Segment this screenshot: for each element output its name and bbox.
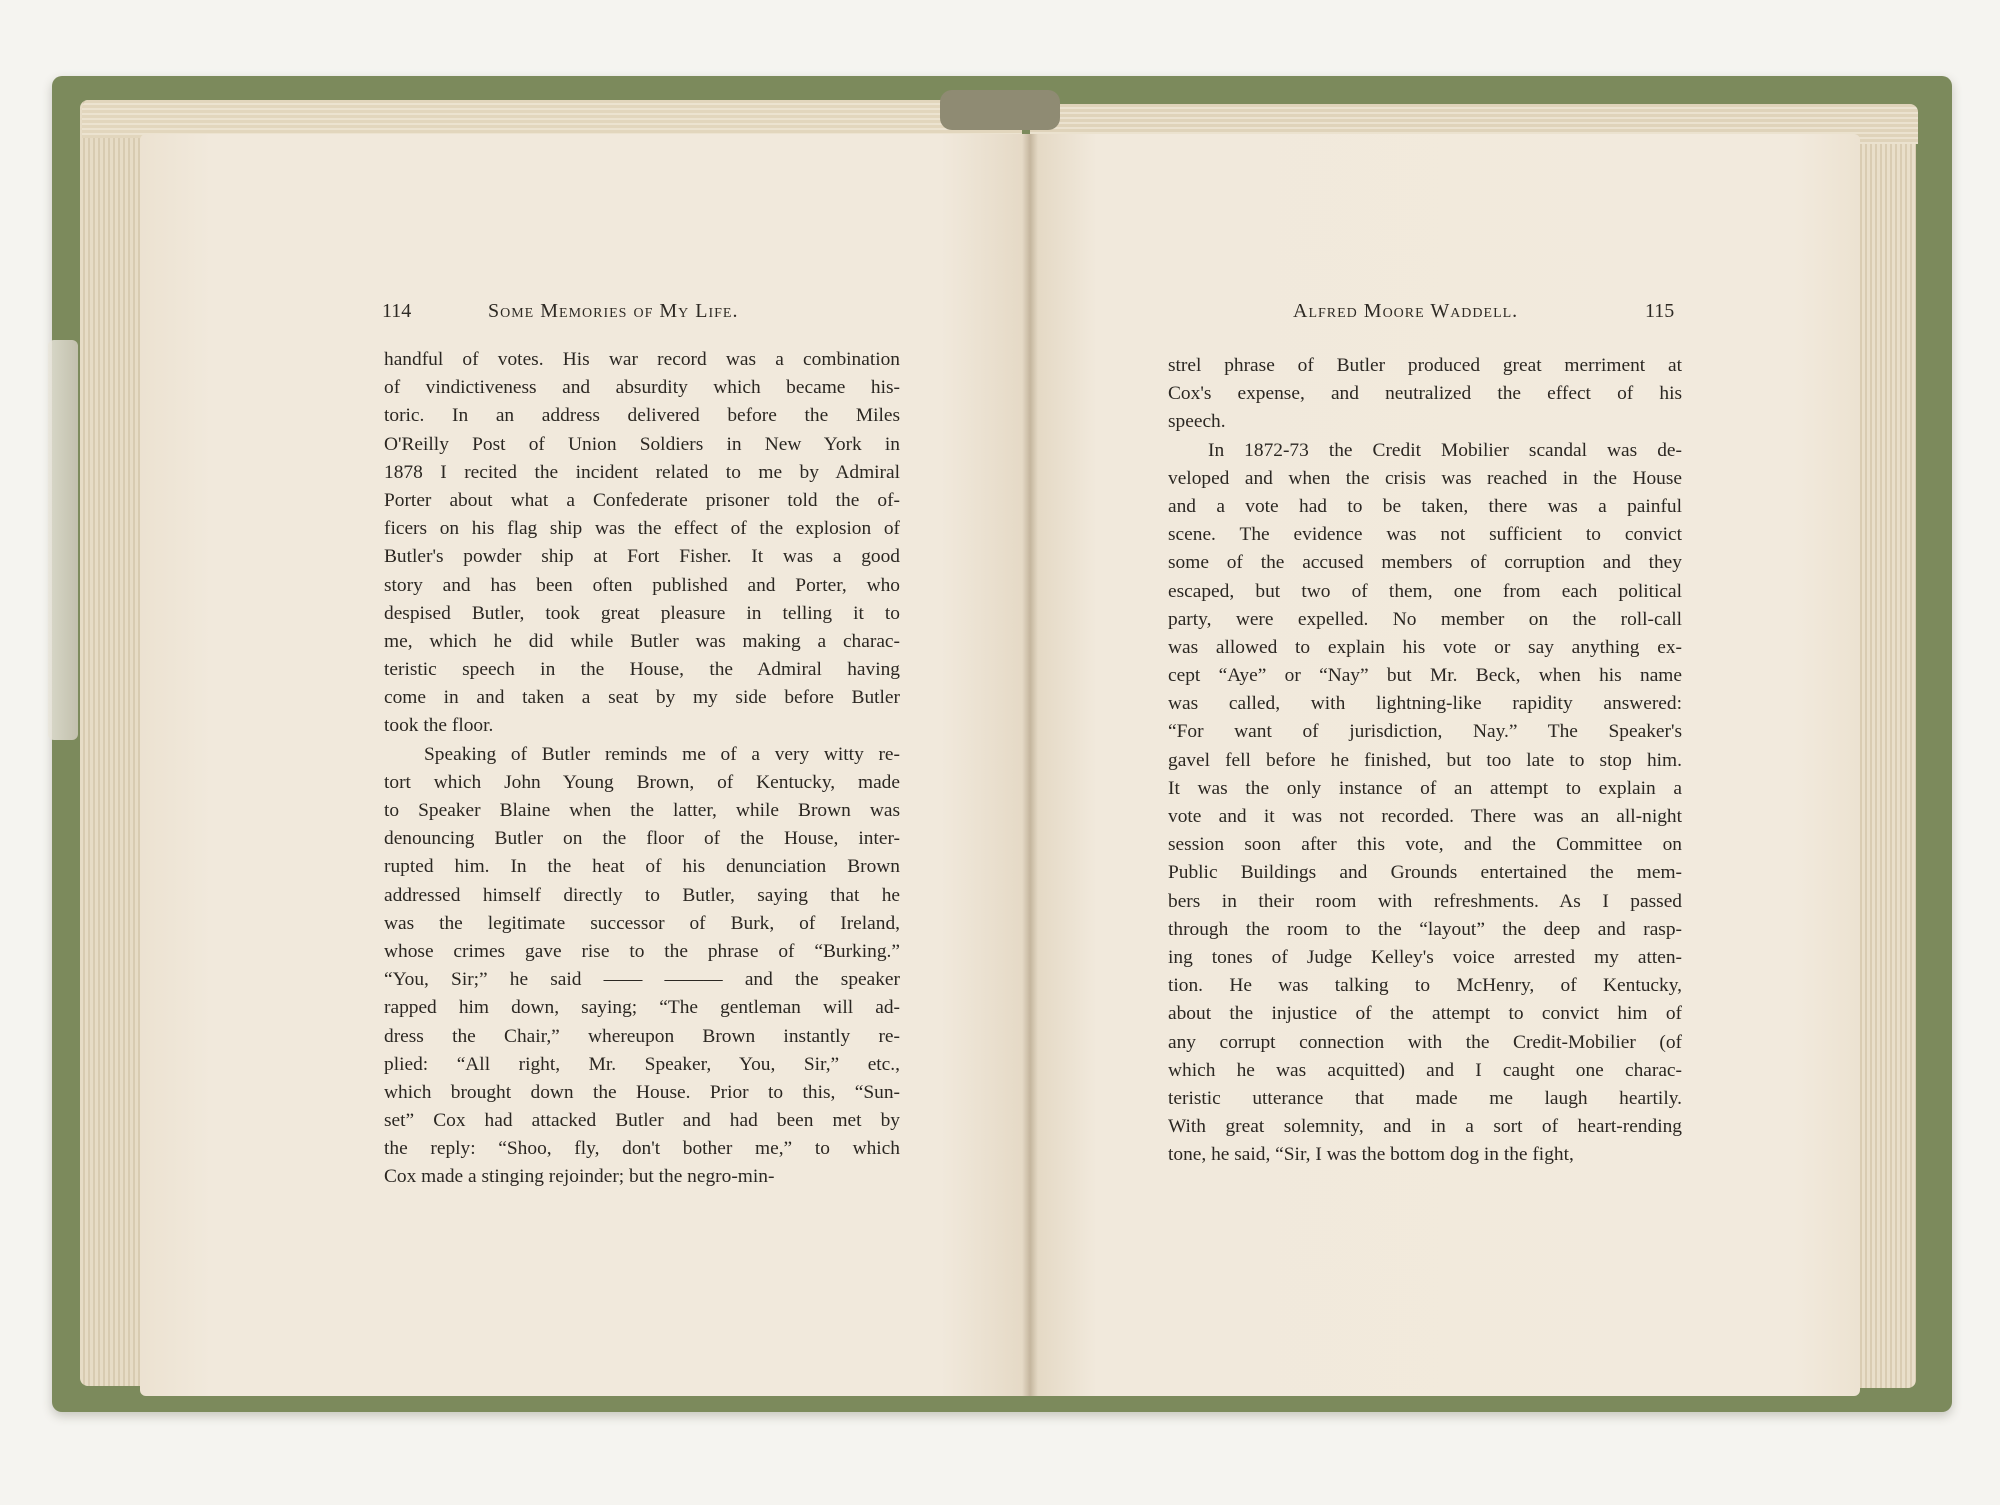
text-line: bers in their room with refreshments. As I passed: [1168, 890, 1682, 912]
text-line: ing tones of Judge Kelley's voice arrested my atten-: [1168, 946, 1682, 968]
text-line: of vindictiveness and absurdity which became his-: [384, 377, 900, 399]
left-running-head-text: Some Memories of My Life.: [488, 300, 739, 322]
text-line: Speaking of Butler reminds me of a very witty re-: [424, 743, 900, 765]
text-line: some of the accused members of corruption and they: [1168, 552, 1682, 574]
text-line: cept “Aye” or “Nay” but Mr. Beck, when his name: [1168, 665, 1682, 687]
text-line: which brought down the House. Prior to this, “Sun-: [384, 1081, 900, 1103]
text-line: dress the Chair,” whereupon Brown instantly re-: [384, 1025, 900, 1047]
text-line: the reply: “Shoo, fly, don't bother me,” to which: [384, 1138, 900, 1160]
text-line: to Speaker Blaine when the latter, while Brown was: [384, 800, 900, 821]
text-line: With great solemnity, and in a sort of heart-rending: [1168, 1116, 1682, 1138]
text-line: took the floor.: [384, 715, 494, 737]
text-line: It was the only instance of an attempt to explain a: [1168, 777, 1682, 799]
right-folio: 115: [1645, 300, 1675, 322]
text-line: strel phrase of Butler produced great merriment at: [1168, 355, 1682, 376]
text-line: denouncing Butler on the floor of the House, inter-: [384, 828, 900, 850]
text-line: teristic speech in the House, the Admiral having: [384, 659, 900, 681]
left-running-head: [488, 300, 738, 323]
right-running-head-text: Alfred Moore Waddell.: [1293, 300, 1519, 322]
text-line: through the room to the “layout” the deep and rasp-: [1168, 918, 1682, 940]
book-gutter: [1022, 134, 1038, 1396]
text-line: come in and taken a seat by my side before Butler: [384, 687, 900, 709]
left-folio: 114: [382, 300, 412, 322]
text-line: veloped and when the crisis was reached in the House: [1168, 467, 1682, 489]
text-line: Porter about what a Confederate prisoner told the of-: [384, 489, 900, 511]
text-line: and a vote had to be taken, there was a painful: [1168, 495, 1682, 517]
left-page-text: [384, 346, 900, 1192]
text-line: Cox made a stinging rejoinder; but the negro-min-: [384, 1166, 775, 1188]
page-edges-right: [1860, 104, 1916, 1388]
text-line: “You, Sir;” he said —— ——— and the speaker: [384, 969, 900, 991]
text-line: tone, he said, “Sir, I was the bottom dog in the fight,: [1168, 1144, 1574, 1166]
right-running-head: [1293, 300, 1518, 323]
text-line: In 1872-73 the Credit Mobilier scandal was de-: [1208, 439, 1682, 461]
text-line: scene. The evidence was not sufficient to convict: [1168, 524, 1682, 546]
text-line: session soon after this vote, and the Committee on: [1168, 834, 1682, 856]
text-line: despised Butler, took great pleasure in telling it to: [384, 602, 900, 624]
text-line: about the injustice of the attempt to convict him of: [1168, 1003, 1682, 1025]
text-line: handful of votes. His war record was a combination: [384, 349, 900, 370]
torn-spine-cloth: [48, 340, 78, 740]
text-line: escaped, but two of them, one from each political: [1168, 580, 1682, 602]
text-line: was the legitimate successor of Burk, of Ireland,: [384, 912, 900, 934]
text-line: story and has been often published and Porter, who: [384, 574, 900, 596]
text-line: rapped him down, saying; “The gentleman will ad-: [384, 997, 900, 1019]
right-page-text: [1168, 352, 1682, 1169]
text-line: was called, with lightning-like rapidity answered:: [1168, 693, 1682, 715]
text-line: vote and it was not recorded. There was an all-night: [1168, 806, 1682, 827]
text-line: whose crimes gave rise to the phrase of “Burking.”: [384, 940, 900, 962]
text-line: me, which he did while Butler was making a charac-: [384, 630, 900, 652]
text-line: tion. He was talking to McHenry, of Kentucky,: [1168, 975, 1682, 997]
text-line: toric. In an address delivered before the Miles: [384, 405, 900, 427]
text-line: rupted him. In the heat of his denunciation Brown: [384, 856, 900, 878]
text-line: Public Buildings and Grounds entertained the mem-: [1168, 862, 1682, 884]
page-edges-top-left: [82, 100, 1022, 138]
text-line: gavel fell before he finished, but too late to stop him.: [1168, 749, 1682, 771]
text-line: O'Reilly Post of Union Soldiers in New York in: [384, 433, 900, 455]
text-line: party, were expelled. No member on the roll-call: [1168, 608, 1682, 630]
text-line: plied: “All right, Mr. Speaker, You, Sir,” etc.,: [384, 1053, 900, 1075]
text-line: addressed himself directly to Butler, saying that he: [384, 884, 900, 906]
text-line: Butler's powder ship at Fort Fisher. It was a good: [384, 546, 900, 568]
spine-headband: [940, 90, 1060, 130]
text-line: 1878 I recited the incident related to me by Admiral: [384, 461, 900, 483]
text-line: ficers on his flag ship was the effect of the explosion of: [384, 518, 900, 540]
text-line: “For want of jurisdiction, Nay.” The Speaker's: [1168, 721, 1682, 743]
text-line: teristic utterance that made me laugh heartily.: [1168, 1087, 1682, 1109]
text-line: Cox's expense, and neutralized the effect of his: [1168, 383, 1682, 405]
text-line: tort which John Young Brown, of Kentucky, made: [384, 771, 900, 793]
text-line: speech.: [1168, 411, 1226, 433]
text-line: was allowed to explain his vote or say anything ex-: [1168, 636, 1682, 658]
text-line: any corrupt connection with the Credit-Mobilier (of: [1168, 1031, 1682, 1053]
text-line: which he was acquitted) and I caught one charac-: [1168, 1059, 1682, 1081]
text-line: set” Cox had attacked Butler and had been met by: [384, 1110, 900, 1132]
